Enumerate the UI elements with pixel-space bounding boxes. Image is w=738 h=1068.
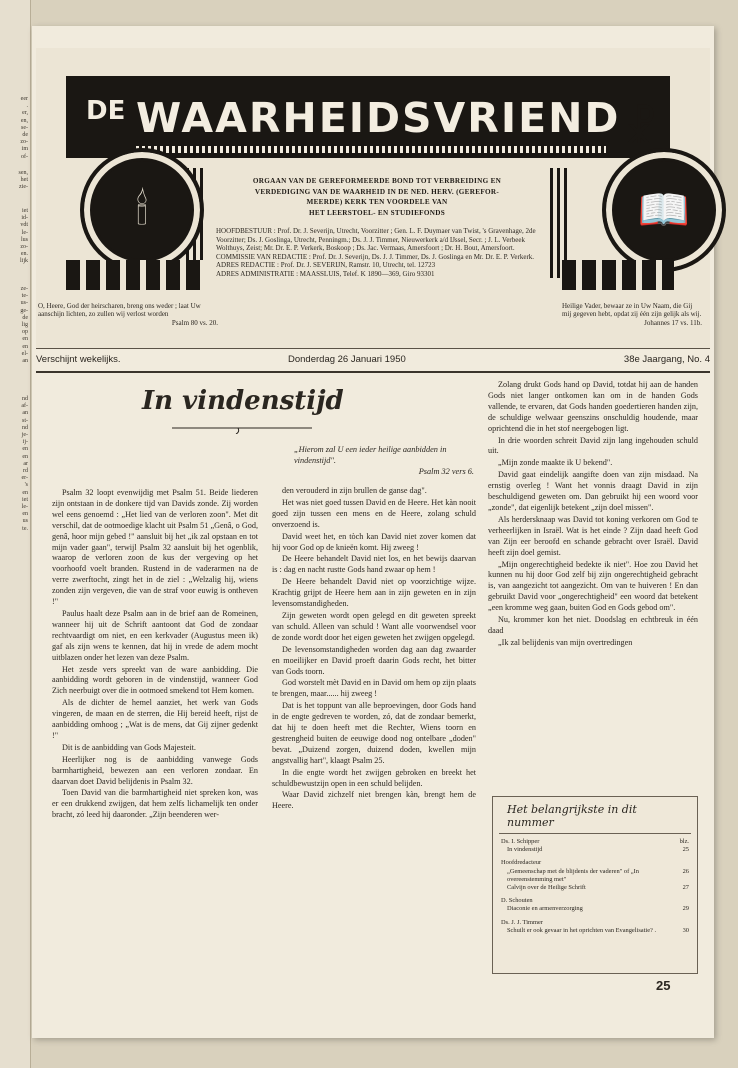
entry-title: In vindenstijd <box>507 846 543 854</box>
paragraph: In die engte wordt het zwijgen gebroken en breekt het schuldbewustzijn open in een schuld belijden. <box>272 767 476 788</box>
motto-right-text: Heilige Vader, bewaar ze in Uw Naam, die Gij mij gegeven hebt, opdat zij één zijn gelijk als wij. <box>562 302 702 319</box>
paragraph: Het was niet goed tussen David en de Heere. Het kàn nooit goed zijn tussen een mens en de Heere, zolang schuld onverzoend is. <box>272 497 476 529</box>
entry-page: 27 <box>682 884 689 892</box>
entry-author: Ds. J. J. Timmer <box>501 918 543 926</box>
board-info <box>216 227 538 279</box>
dateline <box>36 348 710 373</box>
paragraph: David gaat eindelijk aangifte doen van zijn misdaad. Na ernstig overleg ! Want het vonnis draagt David in zijn beschuldigend geweten om. Dan gebruikt hij een woord voor „zonde", dat eigenlijk betekent „zijn doel missen". <box>488 470 698 512</box>
entry-author: D. Schouten <box>501 897 533 905</box>
title-flourish <box>142 424 342 434</box>
previous-page-fragment: sen, het zie- <box>18 170 28 191</box>
open-book-icon: 📖 <box>637 185 691 234</box>
organ-statement <box>216 176 538 218</box>
adres-administratie: ADRES ADMINISTRATIE : MAASSLUIS, Telef. K 1890—369, Giro 93301 <box>216 269 435 278</box>
motto-left-ref: Psalm 80 vs. 20. <box>171 318 218 327</box>
contents-title: Het belangrijkste in dit nummer <box>499 797 691 834</box>
entry-page: 30 <box>682 926 689 934</box>
paragraph: „Ik zal belijdenis van mijn overtredingen <box>498 637 633 647</box>
paragraph: Het zesde vers spreekt van de ware aanbidding. Die aanbidding wordt geboren in de vindenstijd, wanneer God Zich neerbuigt over die in ootmoed smekend tot Hem komen. <box>52 664 258 696</box>
paragraph: God worstelt mèt David en in David om hem op zijn plaats te brengen, maar...... hij zweeg ! <box>272 678 476 699</box>
article-epigraph <box>294 444 474 477</box>
paragraph: Als de dichter de hemel aanziet, het werk van Gods vingeren, de maan en de sterren, die Hij bereid heeft, rijst de aanbidding omhoog ; „Wat is de mens, dat Gij zijner gedenkt !" <box>52 698 258 740</box>
newspaper-page <box>32 26 714 1038</box>
entry-author: Hoofdredacteur <box>501 859 542 867</box>
article-column-1 <box>52 488 258 822</box>
contents-entry <box>501 859 689 892</box>
paragraph: Heerlijker nog is de aanbidding vanwege Gods barmhartigheid, bewezen aan een verloren zondaar. En daarvan doet David belijdenis in Psalm 32. <box>52 754 258 786</box>
entry-title: Diaconie en armenverzorging <box>507 905 583 913</box>
title-banner <box>66 76 670 158</box>
article-title: In vindenstijd <box>142 386 344 416</box>
article-column-2 <box>272 486 476 813</box>
volume-number: 38e Jaargang, No. 4 <box>623 354 710 365</box>
paragraph: De levensomstandigheden worden dag aan dag zwaarder en moeilijker en David proeft daarin Gods recht, het bitter van Gods toorn. <box>272 644 476 676</box>
previous-page-fragment: eer . er, en, se- de zo- im of- <box>20 96 28 160</box>
paragraph: Dat is het toppunt van alle beproevingen, door Gods hand in de engte gedreven te worden, zó, dat de zondaar bemerkt, dat hij te doen heeft met die Rechter, Wiens toorn en gestrengheid buiten de eeuwige dood nog ontelbare „doden" bevat. „Duizend zorgen, duizend doden, kwellen mijn angstvallig hart", klaagt Psalm 25. <box>272 701 476 765</box>
paragraph: Zolang drukt Gods hand op David, totdat hij aan de handen Gods niet langer ontkomen kan om in de handen Gods vallende, te ervaren, dat Gods handen goedertieren handen zijn, de schuldige welwaar geenszins onschuldig houdende, maar oprichtend die in het stof neergebogen ligt. <box>488 380 698 433</box>
hoofdbestuur: HOOFDBESTUUR : Prof. Dr. J. Severijn, Utrecht, Voorzitter ; Gen. L. F. Duymaer van Twist, 's Gravenhage, 2de Voorzitter; Ds. J. Goslinga, Utrecht, Penningm.; Ds. J. J. Timmer, Nieuwerkerk a/d IJssel, Secr. ; J. L. Verbeek Wolthuys, Zeist; Mr. Dr. E. P. Verkerk, Boskoop ; Ds. Jac. Vermaas, Amersfoort ; Dr. H. Bout, Amersfoort. <box>216 227 536 253</box>
previous-page-fragment: nd af- an st- nd je- ij- en en ar rd er- 's en iet le- en us te. <box>21 396 28 532</box>
paragraph: Zijn geweten wordt open gelegd en dit geweten spreekt van schuld. Alleen van schuld ! Want alle voorwendsel voor de zonde wordt door het eigen geweten het zwijgen opgelegd. <box>272 610 476 642</box>
adres-redactie: ADRES REDACTIE : Prof. Dr. J. SEVERIJN, Ramstr. 10, Utrecht, tel. 12723 <box>216 261 436 270</box>
paragraph: Paulus haalt deze Psalm aan in de brief aan de Romeinen, wanneer hij uit de Schrift aantoont dat God de zondaar rechtvaardigt om niet, en een kerkvader (Augustus meen ik) gaf als zijn wens te kennen, dat hij in vrede de adem mocht uitblazen onder het lezen van deze Psalm. <box>52 608 258 662</box>
paragraph: „Mijn ongerechtigheid bedekte ik niet". Hoe zou David het kunnen nu hij door God zelf bij zijn ongerechtigheid gebracht is, van aangezicht tot aangezicht. Om van te huiveren ! En dan gebruikt David voor „ongerechtigheid" een woord dat betekent „een kromme weg gaan, buiten God en Gods gebod om". <box>488 559 698 613</box>
bible-emblem <box>602 148 726 272</box>
entry-page: 26 <box>682 867 689 875</box>
paragraph: Psalm 32 loopt evenwijdig met Psalm 51. Beide liederen zijn ontstaan in de donkere tijd van Davids zonde. Zij worden wel eens genoemd : „Het lied van de verloren zoon". Met dit verschil, dat de ootmoedige klacht uit Psalm 51 „Genâ, o God, genâ, hoor mijn gebed !" aansluit bij het „ik zal opstaan en tot mijn vader gaan", terwijl Psalm 32 aansluit bij het ogenblik, waarop de verloren zoon de kus der vergeving op het voorhoofd voelt branden. Rustend in de vaderarmen na de verre zwerftocht, zingt het in de ziel : „Welzalig hij, wiens zonden zijn vergeven, die van de straf voor euwig is ontheven !" <box>52 488 258 607</box>
masthead-info <box>216 176 538 279</box>
lamp-emblem <box>80 148 204 272</box>
paragraph: „Mijn zonde maakte ik U bekend". <box>498 458 613 468</box>
paragraph: Toen David van die barmhartigheid niet spreken kon, was er een drukkend zwijgen, dat hem zelfs lichamelijk ten onder bracht, zó leed hij daaronder. „Zijn beenderen wer- <box>52 788 258 820</box>
paragraph: De Heere behandelt David niet los, en het bewijs daarvan is : dag en nacht rustte Gods hand zwaar op hem ! <box>272 554 476 575</box>
motto-left-text: O, Heere, God der heirscharen, breng ons weder ; laat Uw aanschijn lichten, zo zullen wij verlost worden <box>38 302 201 319</box>
previous-page-fragment: ze- te- us- ge- de lig op en en el- an <box>20 286 28 365</box>
contents-list <box>493 834 697 944</box>
paragraph: Dit is de aanbidding van Gods Majesteit. <box>62 742 196 752</box>
paragraph: De Heere behandelt David niet op voorzichtige wijze. Krachtig grijpt de Heere hem aan in zijn geweten en in zijn levensomstandigheden. <box>272 577 476 609</box>
masthead <box>36 48 710 348</box>
entry-author: Ds. I. Schipper <box>501 838 540 845</box>
organ-line: ORGAAN VAN DE GEREFORMEERDE BOND TOT VERBREIDING EN <box>252 177 502 185</box>
epigraph-text: „Hierom zal U een ieder heilige aanbidden in vindenstijd". <box>294 445 447 465</box>
banner-stripes <box>136 146 606 153</box>
contents-box <box>492 796 698 974</box>
contents-entry <box>501 897 689 913</box>
entry-page: 25 <box>682 846 689 854</box>
epigraph-ref: Psalm 32 vers 6. <box>418 467 474 476</box>
paragraph: Als herdersknaap was David tot koning verkoren om God te verheerlijken in Israël. Wat is het einde ? Zijn daad heeft God van Zijn eer beroofd en schande gebracht over Israël. David heeft zijn doel gemist. <box>488 514 698 557</box>
motto-left <box>38 302 218 327</box>
paragraph: Waar David zichzelf niet brengen kàn, brengt hem de Heere. <box>272 790 476 811</box>
publication-frequency: Verschijnt wekelijks. <box>36 354 121 365</box>
organ-line: MEERDE) KERK TEN VOORDELE VAN <box>306 198 448 206</box>
page-number: 25 <box>656 978 671 993</box>
paragraph: David weet het, en tòch kan David niet zover komen dat hij voor God op de knieën komt. Hij zweeg ! <box>272 531 476 552</box>
paragraph: Nu, krommer kon het niet. Doodslag en echtbreuk in één daad <box>488 615 698 635</box>
contents-entry <box>501 838 689 854</box>
entry-page: 29 <box>682 905 689 913</box>
chi-rho-icon: ☧ <box>624 107 657 153</box>
paragraph: In drie woorden schreit David zijn lang ingehouden schuld uit. <box>488 435 698 456</box>
newspaper-title: WAARHEIDSVRIEND <box>136 94 621 142</box>
title-prefix: DE <box>86 96 126 126</box>
organ-line: HET LEERSTOEL- EN STUDIEFONDS <box>308 208 446 217</box>
paragraph: den verouderd in zijn brullen de ganse dag". <box>282 486 427 495</box>
page-column-label: blz. <box>679 838 689 845</box>
oil-lamp-icon: 🕯 <box>136 185 148 234</box>
organ-line: VERDEDIGING VAN DE WAARHEID IN DE NED. HERV. (GEREFOR- <box>254 187 500 196</box>
decorative-fence <box>562 260 674 290</box>
article-column-3 <box>488 380 698 650</box>
motto-right <box>562 302 702 327</box>
contents-entry <box>501 919 689 935</box>
redactie-commissie: COMMISSIE VAN REDACTIE : Prof. Dr. J. Severijn, Ds. J. J. Timmer, Ds. J. Goslinga en Mr. Dr. E. P. Verkerk. <box>216 252 535 261</box>
decorative-fence <box>66 260 206 290</box>
issue-date: Donderdag 26 Januari 1950 <box>288 354 406 365</box>
motto-right-ref: Johannes 17 vs. 11b. <box>644 318 702 327</box>
entry-title: Schuilt er ook gevaar in het oprichten van Evangelisatie? . <box>507 926 657 934</box>
previous-page-edge <box>0 0 31 1068</box>
previous-page-fragment: iet id- vdt le- lus zo- en. lijk <box>19 208 28 265</box>
entry-title: Calvijn over de Heilige Schrift <box>507 884 586 892</box>
entry-title: „Gemeenschap met de blijdenis der vaderen" of „In overeenstemming met" <box>507 867 639 883</box>
